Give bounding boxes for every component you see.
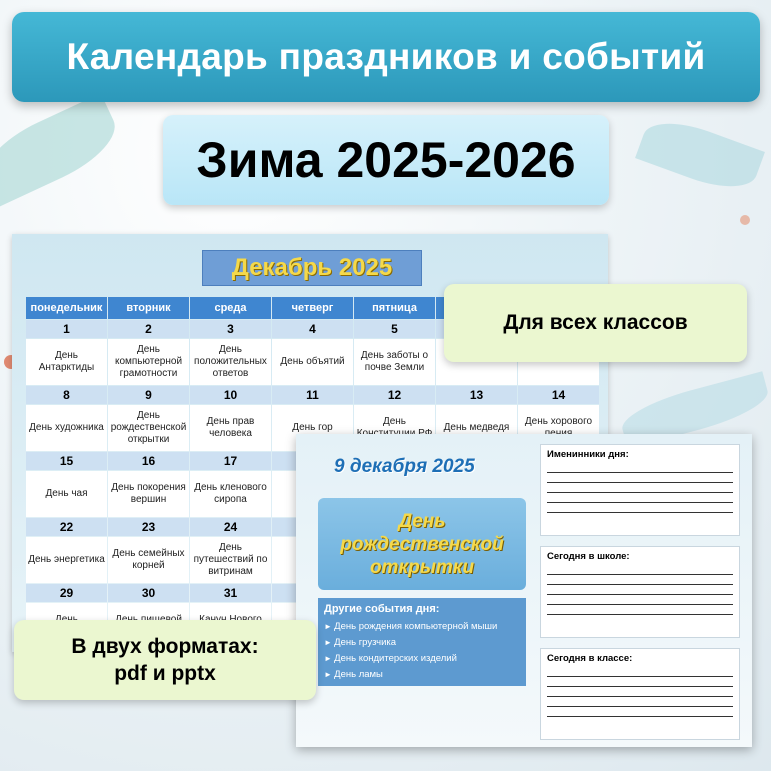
weekday-header: четверг (272, 297, 353, 319)
day-event: День семейных корней (108, 537, 189, 583)
day-event: День прав человека (190, 405, 271, 451)
formats-label-line1: В двух форматах: (71, 635, 259, 658)
other-events-box (318, 598, 526, 686)
day-event: День хорового (518, 405, 599, 451)
season-title: Зима 2025-2026 (196, 132, 576, 188)
day-event: День покорения вершин (108, 471, 189, 517)
day-number: 13 (436, 386, 517, 404)
writing-line (547, 565, 733, 575)
weekday-header: вторник (108, 297, 189, 319)
notes-birthdays (540, 444, 740, 536)
day-number: 10 (190, 386, 271, 404)
day-event: День чая (26, 471, 107, 517)
day-event: День кленового сиропа (190, 471, 271, 517)
daily-slide-preview (296, 434, 752, 747)
writing-line (547, 575, 733, 585)
day-number: 15 (26, 452, 107, 470)
day-number: 17 (190, 452, 271, 470)
weekday-header: пятница (354, 297, 435, 319)
day-number: 30 (108, 584, 189, 602)
writing-line (547, 677, 733, 687)
writing-line (547, 667, 733, 677)
day-number: 12 (354, 386, 435, 404)
day-number: 5 (354, 320, 435, 338)
writing-line (547, 585, 733, 595)
other-event-item: ► День кондитерских изделий (324, 651, 520, 667)
day-number: 2 (108, 320, 189, 338)
notes-school (540, 546, 740, 638)
writing-line (547, 707, 733, 717)
day-event: День Антарктиды (26, 339, 107, 385)
writing-line (547, 473, 733, 483)
featured-holiday (318, 498, 526, 590)
other-events-title: Другие события дня: (324, 603, 440, 615)
day-event: День компьютерной грамотности (108, 339, 189, 385)
day-number: 4 (272, 320, 353, 338)
featured-holiday-line: открытки (369, 556, 475, 578)
day-number: 24 (190, 518, 271, 536)
writing-line (547, 697, 733, 707)
day-event: День (354, 405, 435, 451)
day-number: 29 (26, 584, 107, 602)
calendar-month-title: Декабрь 2025 (231, 254, 393, 281)
day-event: День энергетика (26, 537, 107, 583)
background-leaf (0, 93, 126, 207)
day-event: День художника (26, 405, 107, 451)
day-date: 9 декабря 2025 (334, 456, 475, 477)
writing-line (547, 503, 733, 513)
day-event: День медведя (436, 405, 517, 451)
notes-title: Сегодня в классе: (547, 653, 633, 664)
day-event: День заботы о почве Земли (354, 339, 435, 385)
all-classes-label: Для всех классов (503, 311, 688, 334)
day-number: 23 (108, 518, 189, 536)
day-number: 22 (26, 518, 107, 536)
calendar-month-header (202, 250, 422, 286)
writing-line (547, 595, 733, 605)
other-event-item: ► День ламы (324, 667, 520, 683)
writing-line (547, 687, 733, 697)
day-number: 3 (190, 320, 271, 338)
writing-line (547, 463, 733, 473)
title-banner (12, 12, 760, 102)
other-event-item: ► День грузчика (324, 635, 520, 651)
featured-holiday-line: День (398, 510, 446, 532)
day-event: День положительных ответов (190, 339, 271, 385)
writing-line (547, 605, 733, 615)
day-number: 8 (26, 386, 107, 404)
background-berry (740, 215, 750, 225)
writing-line (547, 493, 733, 503)
day-number: 16 (108, 452, 189, 470)
background-leaf (635, 111, 765, 199)
all-classes-badge (444, 284, 747, 362)
writing-line (547, 483, 733, 493)
day-number: 1 (26, 320, 107, 338)
weekday-header: понедельник (26, 297, 107, 319)
notes-title: Именинники дня: (547, 449, 629, 460)
other-event-item: ► День рождения компьютерной мыши (324, 619, 520, 635)
day-number: 11 (272, 386, 353, 404)
day-event: День путешествий по витринам (190, 537, 271, 583)
day-number: 31 (190, 584, 271, 602)
season-banner (163, 115, 609, 205)
day-event: День рождественской открытки (108, 405, 189, 451)
formats-label-line2: pdf и pptx (114, 662, 216, 685)
weekday-header: среда (190, 297, 271, 319)
day-number: 14 (518, 386, 599, 404)
featured-holiday-line: рождественской (340, 533, 504, 555)
notes-title: Сегодня в школе: (547, 551, 630, 562)
day-number: 9 (108, 386, 189, 404)
day-event: День объятий (272, 339, 353, 385)
notes-class (540, 648, 740, 740)
day-event: День гор (272, 405, 353, 451)
banner-title: Календарь праздников и событий (66, 36, 706, 77)
formats-badge (14, 620, 316, 700)
